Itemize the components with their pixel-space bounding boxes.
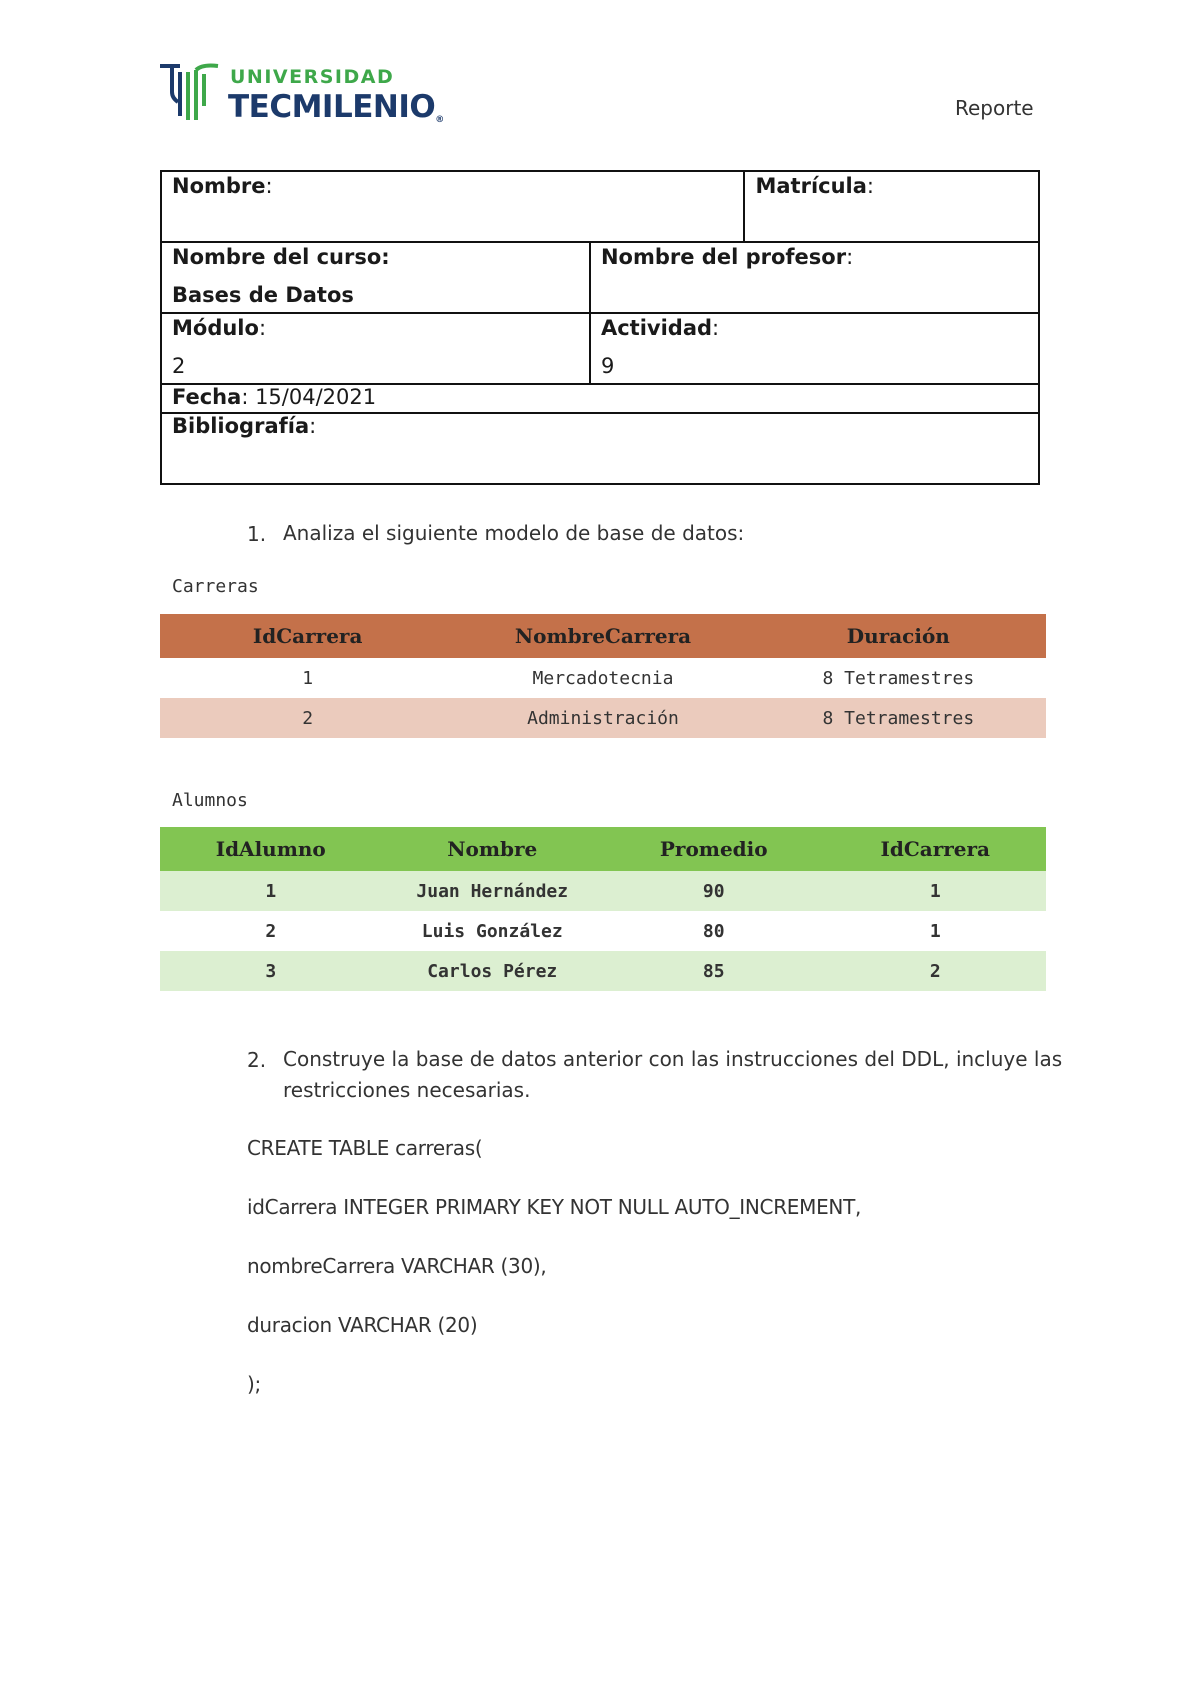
bibliografia-cell — [161, 413, 1039, 484]
table-cell: 90 — [603, 871, 825, 911]
carreras-column-header: IdCarrera — [160, 614, 455, 658]
modulo-label: Módulo — [172, 316, 259, 340]
bibliografia-label: Bibliografía — [172, 414, 310, 438]
actividad-label: Actividad — [600, 316, 713, 340]
table-cell: 8 Tetramestres — [751, 698, 1046, 738]
question-1-number: 1. — [247, 522, 267, 546]
table-cell: Juan Hernández — [382, 871, 604, 911]
table-cell: Mercadotecnia — [532, 667, 674, 689]
table-row — [160, 658, 1046, 698]
table-cell: 85 — [603, 951, 825, 991]
sql-line-1: CREATE TABLE carreras( — [247, 1136, 483, 1160]
modulo-colon: : — [258, 316, 267, 340]
table-row — [160, 871, 1046, 911]
logo-line-tecmilenio — [228, 89, 444, 125]
sql-line-2: idCarrera INTEGER PRIMARY KEY NOT NULL AUTO_INCREMENT, — [247, 1195, 862, 1219]
table-row — [160, 911, 1046, 951]
actividad-cell — [590, 313, 1039, 384]
table-cell: Administración — [455, 698, 750, 738]
nombre-cell — [161, 171, 744, 242]
profesor-label: Nombre del profesor — [600, 245, 847, 269]
alumnos-column-header: Nombre — [382, 827, 604, 871]
question-2-text: Construye la base de datos anterior con las instrucciones del DDL, incluye las restricciones necesarias. — [283, 1047, 1063, 1102]
alumnos-header-row — [160, 827, 1046, 871]
university-logo — [158, 62, 458, 124]
question-1-text: Analiza el siguiente modelo de base de datos: — [283, 521, 745, 545]
bibliografia-value: : — [309, 414, 317, 438]
table-cell: 2 — [825, 951, 1047, 991]
alumnos-column-header: IdCarrera — [825, 827, 1047, 871]
table-cell: Carlos Pérez — [382, 951, 604, 991]
sql-line-4: duracion VARCHAR (20) — [247, 1313, 478, 1337]
nombre-label: Nombre — [172, 174, 266, 198]
modulo-value: 2 — [172, 354, 186, 378]
table-cell: 1 — [302, 667, 314, 689]
matricula-value: : — [866, 174, 874, 198]
fecha-label: Fecha — [172, 385, 242, 409]
logo-line-universidad: UNIVERSIDAD — [230, 66, 395, 88]
curso-value: Bases de Datos — [172, 283, 354, 307]
nombre-value: : — [265, 174, 273, 198]
profesor-cell — [590, 242, 1039, 313]
alumnos-column-header: Promedio — [603, 827, 825, 871]
alumnos-body — [160, 871, 1046, 991]
profesor-value: : — [846, 245, 854, 269]
sql-line-3: nombreCarrera VARCHAR (30), — [247, 1254, 547, 1278]
table-cell: 80 — [702, 920, 725, 942]
sql-line-5: ); — [247, 1372, 261, 1396]
modulo-cell — [161, 313, 590, 384]
alumnos-table — [160, 827, 1046, 991]
student-info-table — [160, 170, 1040, 485]
carreras-caption: Carreras — [172, 576, 259, 597]
carreras-column-header: NombreCarrera — [455, 614, 750, 658]
report-label: Reporte — [955, 96, 1034, 120]
table-cell: 1 — [160, 871, 382, 911]
carreras-table — [160, 614, 1046, 738]
logo-wordmark: TECMILENIO — [228, 89, 436, 125]
matricula-cell — [744, 171, 1039, 242]
curso-cell — [161, 242, 590, 313]
table-cell: 8 Tetramestres — [822, 667, 975, 689]
table-row — [160, 951, 1046, 991]
fecha-value: : 15/04/2021 — [241, 385, 377, 409]
table-cell: 2 — [265, 920, 277, 942]
table-cell: Luis González — [421, 920, 563, 942]
table-cell: 3 — [160, 951, 382, 991]
registered-mark: ® — [435, 115, 444, 125]
alumnos-caption: Alumnos — [172, 790, 248, 811]
curso-label: Nombre del curso: — [172, 245, 390, 269]
tecmilenio-emblem-icon — [158, 62, 224, 124]
matricula-label: Matrícula — [755, 174, 867, 198]
carreras-body — [160, 658, 1046, 738]
carreras-header-row — [160, 614, 1046, 658]
actividad-value: 9 — [600, 354, 615, 378]
table-row — [160, 698, 1046, 738]
question-2-number: 2. — [247, 1048, 267, 1072]
alumnos-column-header: IdAlumno — [160, 827, 382, 871]
table-cell: 1 — [825, 871, 1047, 911]
actividad-colon: : — [712, 316, 720, 340]
table-cell: 1 — [929, 920, 941, 942]
carreras-column-header: Duración — [751, 614, 1046, 658]
fecha-cell — [161, 384, 1039, 413]
table-cell: 2 — [160, 698, 455, 738]
